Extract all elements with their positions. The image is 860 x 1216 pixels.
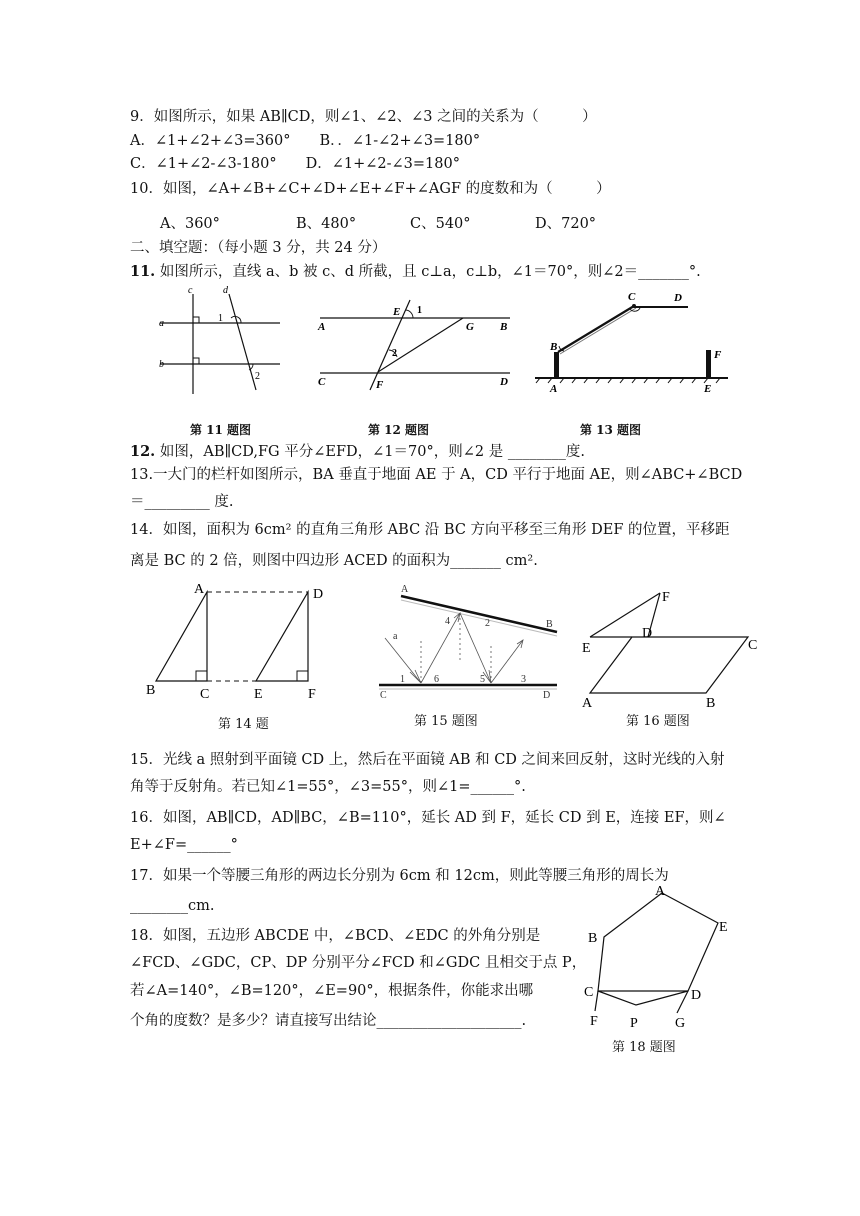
fig14-label-b: B bbox=[146, 683, 156, 698]
fig15-angle-2: 2 bbox=[485, 618, 490, 629]
fig16-caption: 第 16 题图 bbox=[626, 714, 690, 729]
fig14-label-f: F bbox=[308, 687, 316, 702]
q17-line1: 17．如果一个等腰三角形的两边长分别为 6cm 和 12cm，则此等腰三角形的周长为 bbox=[130, 868, 669, 884]
q16-line1: 16．如图，AB∥CD，AD∥BC，∠B=110°，延长 AD 到 F，延长 CD 到 E，连接 EF，则∠ bbox=[130, 810, 726, 826]
fig14-label-d: D bbox=[313, 587, 324, 602]
fig18-label-d: D bbox=[691, 988, 702, 1003]
fig16-label-e: E bbox=[582, 641, 591, 656]
fig11-label-b: b bbox=[159, 359, 164, 370]
fig15-label-d: D bbox=[543, 690, 551, 701]
fig11-angle-2: 2 bbox=[255, 371, 260, 382]
fig18-label-g: G bbox=[675, 1016, 686, 1031]
figure-13 bbox=[530, 282, 730, 397]
q14-line1: 14．如图，面积为 6cm² 的直角三角形 ABC 沿 BC 方向平移至三角形 DEF 的位置，平移距 bbox=[130, 522, 730, 538]
fig16-label-d: D bbox=[642, 626, 653, 641]
fig12-label-b: B bbox=[500, 321, 508, 333]
fig15-angle-1: 1 bbox=[400, 674, 405, 685]
fig18-label-b: B bbox=[588, 931, 598, 946]
q18-line1: 18．如图，五边形 ABCDE 中，∠BCD、∠EDC 的外角分别是 bbox=[130, 928, 541, 944]
fig18-label-p: P bbox=[630, 1016, 638, 1031]
fig13-caption: 第 13 题图 bbox=[580, 423, 642, 437]
q10-option-d: D、720° bbox=[535, 216, 597, 232]
fig16-label-f: F bbox=[662, 590, 670, 605]
fig13-label-a: A bbox=[550, 383, 558, 395]
fig15-angle-6: 6 bbox=[434, 674, 439, 685]
fig11-caption: 第 11 题图 bbox=[190, 423, 252, 437]
fig11-angle-1: 1 bbox=[218, 313, 223, 324]
fig15-label-ray-a: a bbox=[393, 631, 398, 642]
figure-18 bbox=[575, 885, 740, 1035]
fig12-label-e: E bbox=[393, 306, 401, 318]
fig14-caption: 第 14 题 bbox=[218, 717, 269, 732]
fig18-label-c: C bbox=[584, 985, 594, 1000]
fig12-label-g: G bbox=[466, 321, 474, 333]
fig18-label-f: F bbox=[590, 1014, 598, 1029]
q10-option-a: A、360° bbox=[160, 216, 220, 232]
fig13-label-f: F bbox=[714, 349, 722, 361]
q13-line2: ＝_________ 度. bbox=[130, 494, 234, 510]
fig12-angle-1: 1 bbox=[417, 305, 422, 316]
q9-stem: 9．如图所示，如果 AB∥CD，则∠1、∠2、∠3 之间的关系为（ ） bbox=[130, 109, 597, 125]
q14-line2: 离是 BC 的 2 倍，则图中四边形 ACED 的面积为_______ cm². bbox=[130, 553, 538, 569]
fig16-label-b: B bbox=[706, 696, 716, 711]
q11-number: 11. bbox=[130, 263, 156, 280]
q10-option-b: B、480° bbox=[296, 216, 357, 232]
fig15-angle-5: 5 bbox=[480, 674, 485, 685]
fig18-label-e: E bbox=[719, 920, 728, 935]
fig13-label-b: B bbox=[550, 341, 558, 353]
fig15-label-c: C bbox=[380, 690, 387, 701]
fig12-label-f: F bbox=[376, 379, 384, 391]
fig13-label-e: E bbox=[704, 383, 712, 395]
fig14-label-c: C bbox=[200, 687, 210, 702]
fig18-label-a: A bbox=[655, 885, 666, 899]
figure-11 bbox=[150, 282, 285, 397]
fig11-label-d: d bbox=[223, 285, 228, 296]
q18-line4: 个角的度数？是多少？请直接写出结论____________________. bbox=[130, 1013, 527, 1029]
fig13-label-d: D bbox=[674, 292, 682, 304]
q16-line2: E+∠F=______° bbox=[130, 837, 238, 853]
q18-line3: 若∠A=140°，∠B=120°，∠E=90°，根据条件，你能求出哪 bbox=[130, 983, 534, 999]
section-heading: 二、填空题：（每小题 3 分，共 24 分） bbox=[130, 240, 387, 256]
fig13-label-c: C bbox=[628, 291, 636, 303]
fig15-label-b: B bbox=[546, 619, 553, 630]
figure-16 bbox=[578, 585, 768, 715]
q15-line1: 15．光线 a 照射到平面镜 CD 上，然后在平面镜 AB 和 CD 之间来回反射，这时光线的入射 bbox=[130, 752, 725, 768]
q15-line2: 角等于反射角。若已知∠1=55°，∠3=55°，则∠1=______°. bbox=[130, 779, 526, 795]
figure-14 bbox=[140, 580, 340, 705]
q11-text bbox=[130, 263, 701, 281]
fig18-caption: 第 18 题图 bbox=[612, 1040, 676, 1055]
fig14-label-a: A bbox=[194, 582, 205, 597]
fig15-caption: 第 15 题图 bbox=[414, 714, 478, 729]
q11-body: 如图所示，直线 a、b 被 c、d 所截，且 c⊥a，c⊥b，∠1＝70°，则∠2＝_______°. bbox=[155, 264, 701, 280]
fig12-label-d: D bbox=[500, 376, 508, 388]
q9-options-cd: C．∠1+∠2-∠3-180° D．∠1+∠2-∠3=180° bbox=[130, 156, 460, 172]
fig14-label-e: E bbox=[254, 687, 263, 702]
q12-number: 12. bbox=[130, 443, 156, 460]
fig15-angle-3: 3 bbox=[521, 674, 526, 685]
q17-line2: ________cm. bbox=[130, 898, 215, 914]
fig12-label-a: A bbox=[318, 321, 326, 333]
q9-options-ab: A．∠1+∠2+∠3=360° B．．∠1-∠2+∠3=180° bbox=[130, 133, 481, 149]
fig11-label-c: c bbox=[188, 285, 193, 296]
fig15-label-a: A bbox=[401, 584, 409, 595]
q18-line2: ∠FCD、∠GDC，CP、DP 分别平分∠FCD 和∠GDC 且相交于点 P， bbox=[130, 955, 587, 971]
fig11-label-a: a bbox=[159, 318, 164, 329]
fig15-angle-4: 4 bbox=[445, 616, 450, 627]
figure-12 bbox=[310, 298, 520, 393]
fig16-label-c: C bbox=[748, 638, 758, 653]
figure-15 bbox=[375, 580, 565, 705]
q12-body: 如图，AB∥CD,FG 平分∠EFD，∠1＝70°，则∠2 是 ________度. bbox=[155, 444, 585, 460]
fig16-label-a: A bbox=[582, 696, 593, 711]
fig12-angle-2: 2 bbox=[392, 348, 397, 359]
q12-text bbox=[130, 443, 585, 461]
fig12-caption: 第 12 题图 bbox=[368, 423, 430, 437]
q10-stem: 10．如图，∠A+∠B+∠C+∠D+∠E+∠F+∠AGF 的度数和为（ ） bbox=[130, 181, 611, 197]
q10-option-c: C、540° bbox=[410, 216, 471, 232]
q13-line1: 13.一大门的栏杆如图所示，BA 垂直于地面 AE 于 A，CD 平行于地面 AE，则∠ABC+∠BCD bbox=[130, 467, 743, 483]
fig12-label-c: C bbox=[318, 376, 326, 388]
